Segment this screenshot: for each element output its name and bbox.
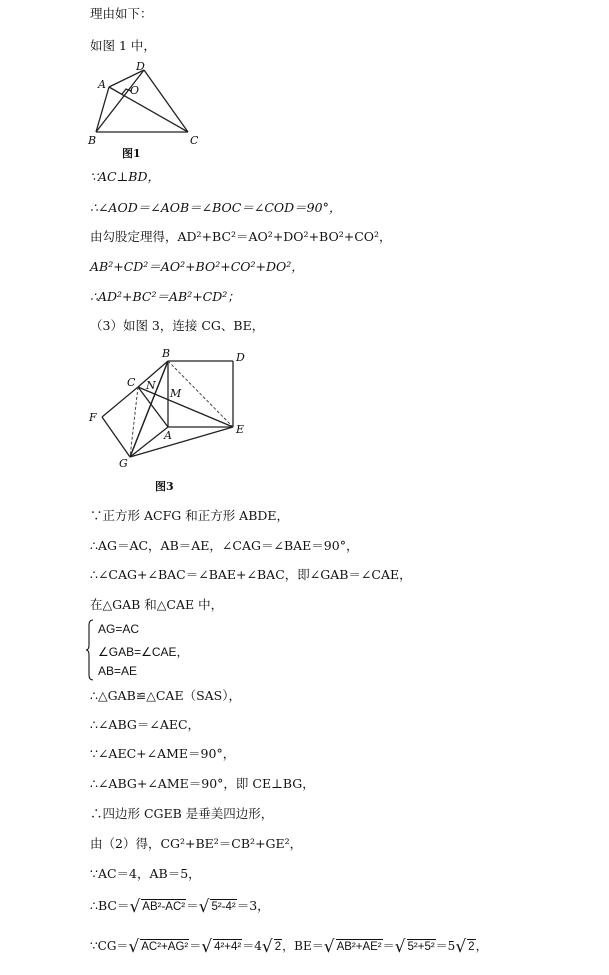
- text-line: ∴∠AOD＝∠AOB＝∠BOC＝∠COD＝90°，: [90, 200, 342, 215]
- fig3-segment-CF: [102, 387, 138, 417]
- text-line: 理由如下：: [90, 6, 153, 21]
- fig3-label-E: E: [236, 423, 245, 436]
- radicand: AB²+AE²: [336, 941, 382, 953]
- bc-formula: [90, 898, 270, 915]
- text-line: 在△GAB 和△CAE 中，: [90, 597, 224, 612]
- radicand: 5²+5²: [407, 941, 435, 953]
- fig1-label-D: D: [136, 60, 145, 73]
- figure-3-diagram: [86, 345, 256, 475]
- formula-text: ＝: [186, 898, 199, 913]
- system-equation: AB=AE: [98, 664, 138, 678]
- figure-3-caption: 图3: [155, 480, 174, 493]
- sqrt-sign: √: [455, 937, 467, 957]
- sqrt-sign: √: [198, 897, 210, 917]
- formula-text: ∴BC＝: [90, 898, 130, 913]
- text-line: 如图 1 中，: [90, 38, 156, 53]
- fig3-label-M: M: [170, 387, 182, 400]
- radicand: AC²+AG²: [141, 941, 189, 953]
- radicand: 5²-4²: [211, 901, 236, 913]
- text-line: ∴∠ABG＝∠AEC，: [90, 717, 201, 732]
- fig3-label-F: F: [89, 411, 97, 424]
- fig3-label-B: B: [162, 347, 171, 360]
- fig1-label-C: C: [190, 134, 199, 147]
- fig3-label-D: D: [236, 351, 245, 364]
- cg-be-formula: [90, 938, 488, 955]
- sqrt-sign: √: [201, 937, 213, 957]
- fig1-segment-CD: [144, 70, 188, 132]
- figure-1-caption: 图1: [122, 147, 141, 160]
- fig1-segment-AB: [96, 87, 109, 132]
- text-line: 由勾股定理得，AD²+BC²＝AO²+DO²+BO²+CO²，: [90, 229, 392, 244]
- formula-text: ，: [475, 939, 488, 953]
- formula-text: ＝: [382, 939, 395, 953]
- text-line: 由（2）得，CG²+BE²＝CB²+GE²，: [90, 836, 303, 851]
- formula-text: ＝3，: [236, 898, 270, 913]
- formula-text: ∵CG＝: [90, 939, 129, 953]
- text-line: AB²+CD²＝AO²+BO²+CO²+DO²，: [90, 259, 304, 274]
- fig1-label-O: O: [130, 84, 140, 97]
- fig3-segment-FG: [102, 417, 130, 457]
- formula-text: ＝5: [435, 939, 456, 953]
- fig3-label-A: A: [164, 429, 172, 442]
- fig1-label-A: A: [98, 78, 106, 91]
- sqrt-sign: √: [323, 937, 335, 957]
- fig3-label-N: N: [146, 379, 156, 392]
- text-line: ∴∠CAG+∠BAC＝∠BAE+∠BAC，即∠GAB＝∠CAE，: [90, 567, 412, 582]
- text-line: ∴四边形 CGEB 是垂美四边形，: [90, 806, 274, 821]
- formula-text: ＝4: [242, 939, 262, 953]
- fig3-label-G: G: [119, 457, 128, 470]
- fig1-label-B: B: [88, 134, 97, 147]
- text-line: ∵正方形 ACFG 和正方形 ABDE，: [90, 508, 290, 523]
- text-line: ∴AD²+BC²＝AB²+CD²；: [90, 289, 240, 304]
- sqrt-sign: √: [394, 937, 406, 957]
- sqrt-sign: √: [129, 897, 141, 917]
- fig1-diagonal-AC: [109, 87, 188, 132]
- sqrt-sign: √: [261, 937, 273, 957]
- text-line: ∴AG＝AC，AB＝AE，∠CAG＝∠BAE＝90°，: [90, 538, 359, 553]
- text-line: ∴∠ABG+∠AME＝90°，即 CE⊥BG，: [90, 776, 315, 791]
- formula-text: ，BE＝: [282, 939, 324, 953]
- text-line: （3）如图 3，连接 CG、BE，: [90, 318, 265, 333]
- fig3-label-C: C: [127, 376, 136, 389]
- radicand: 2: [274, 941, 282, 953]
- system-equation: ∠GAB=∠CAE，: [98, 645, 189, 659]
- text-line: ∵AC＝4，AB＝5，: [90, 866, 201, 881]
- text-line: ∵AC⊥BD，: [90, 169, 161, 184]
- system-equation: AG=AC: [98, 622, 140, 636]
- sqrt-sign: √: [128, 937, 140, 957]
- formula-text: ＝: [189, 939, 202, 953]
- text-line: ∴△GAB≌△CAE（SAS），: [90, 688, 241, 703]
- left-brace: [86, 619, 94, 681]
- text-line: ∵∠AEC+∠AME＝90°，: [90, 746, 236, 761]
- radicand: AB²-AC²: [142, 901, 186, 913]
- fig3-segment-GE: [130, 427, 233, 457]
- figure-1-diagram: [86, 60, 206, 147]
- radicand: 2: [468, 941, 475, 953]
- radicand: 4²+4²: [214, 941, 242, 953]
